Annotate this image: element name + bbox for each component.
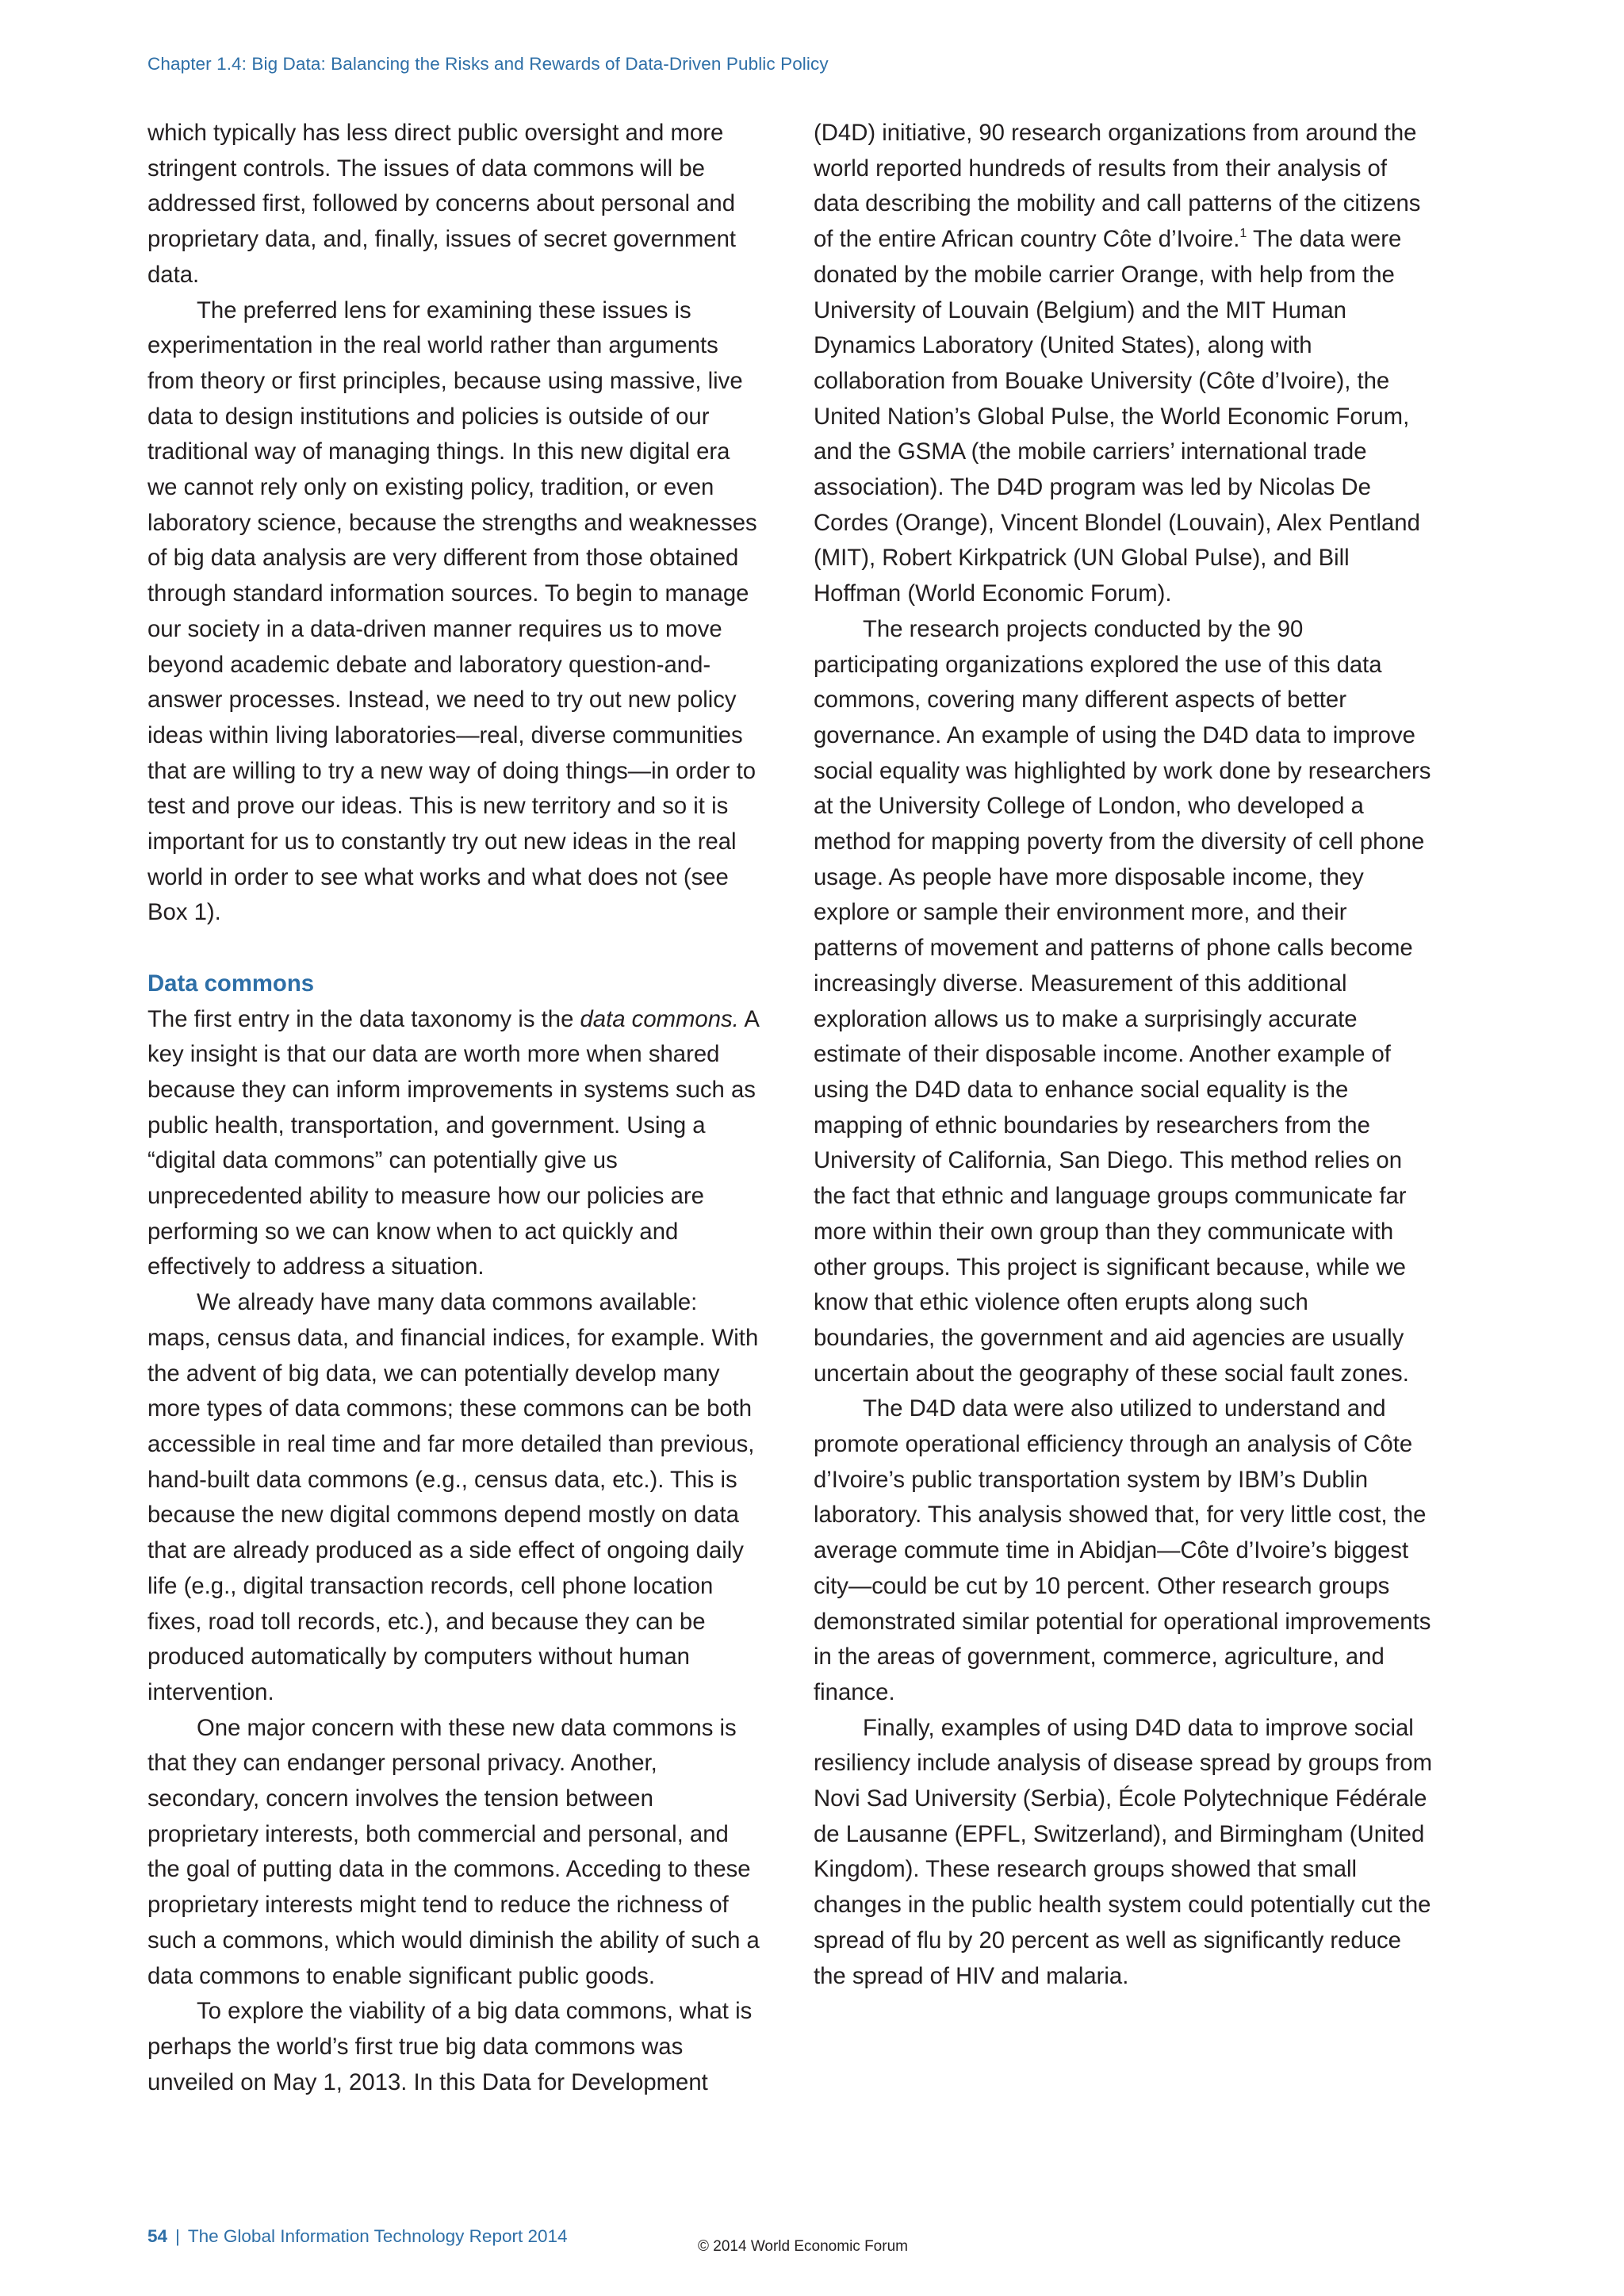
publication-title: The Global Information Technology Report 2014 bbox=[187, 2226, 568, 2246]
paragraph bbox=[814, 116, 1432, 612]
section-heading: Data commons bbox=[147, 970, 315, 997]
right-column bbox=[814, 116, 1432, 1994]
footnote-marker[interactable]: 1 bbox=[1239, 226, 1247, 241]
paragraph: To explore the viability of a big data commons, what is perhaps the world’s first true big data commons was unveiled on May 1, 2013. In this Data for Development bbox=[147, 1998, 753, 2095]
left-column bbox=[147, 116, 766, 2100]
paragraph-text: The first entry in the data taxonomy is the bbox=[147, 1005, 580, 1032]
paragraph: Finally, examples of using D4D data to improve social resiliency include analysis of disease spread by groups from Novi Sad University (Serbia), École Polytechnique Fédérale de Lausanne (EPFL, Switzerland), and Birmingham (United Kingdom). These research groups showed that small changes in the public health system could potentially cut the spread of flu by 20 percent as well as significantly reduce the spread of HIV and malaria. bbox=[814, 1714, 1433, 1989]
running-head: Chapter 1.4: Big Data: Balancing the Risks and Rewards of Data-Driven Public Policy bbox=[147, 54, 829, 74]
copyright-notice: © 2014 World Economic Forum bbox=[698, 2238, 908, 2255]
paragraph-text: A key insight is that our data are worth more when shared because they can inform improvements in systems such as public health, transportation, and government. Using a “digital data commons” can potentially give us unprecedented ability to measure how our policies are performing so we can know when to act quickly and effectively to address a situation. bbox=[147, 1005, 759, 1280]
emphasis-term: data commons. bbox=[580, 1005, 739, 1032]
paragraph: We already have many data commons available: maps, census data, and financial indices, for example. With the advent of big data, we can potentially develop many more types of data commons; these commons can be both accessible in real time and far more detailed than previous, hand-built data commons (e.g., census data, etc.). This is because the new digital commons depend mostly on data that are already produced as a side effect of ongoing daily life (e.g., digital transaction records, cell phone location fixes, road toll records, etc.), and because they can be produced automatically by computers without human intervention. bbox=[147, 1289, 759, 1705]
page-number: 54 bbox=[147, 2226, 168, 2246]
paragraph: One major concern with these new data commons is that they can endanger personal privacy. Another, secondary, concern involves the tension between proprietary interests, both commercial and personal, and the goal of putting data in the commons. Acceding to these proprietary interests might tend to reduce the richness of such a commons, which would diminish the ability of such a data commons to enable significant public goods. bbox=[147, 1714, 760, 1989]
paragraph bbox=[147, 1002, 766, 1286]
page-footer bbox=[147, 2226, 568, 2247]
paragraph-text: (D4D) initiative, 90 research organizations from around the world reported hundreds of results from their analysis of data describing the mobility and call patterns of the citizens of the entire African country Côte d’Ivoire. bbox=[814, 120, 1421, 253]
footer-separator: | bbox=[175, 2226, 180, 2246]
paragraph: The research projects conducted by the 90 participating organizations explored the use of this data commons, covering many different aspects of better governance. An example of using the D4D data to improve social equality was highlighted by work done by researchers at the University College of London, who developed a method for mapping poverty from the diversity of cell phone usage. As people have more disposable income, they explore or sample their environment more, and their patterns of movement and patterns of phone calls become increasingly diverse. Measurement of this additional exploration allows us to make a surprisingly accurate estimate of their disposable income. Another example of using the D4D data to enhance social equality is the mapping of ethnic boundaries by researchers from the University of California, San Diego. This method relies on the fact that ethnic and language groups communicate far more within their own group than they communicate with other groups. This project is significant because, while we know that ethic violence often erupts along such boundaries, the government and aid agencies are usually uncertain about the geography of these social fault zones. bbox=[814, 615, 1431, 1387]
paragraph: The D4D data were also utilized to understand and promote operational efficiency through an analysis of Côte d’Ivoire’s public transportation system by IBM’s Dublin laboratory. This analysis showed that, for very little cost, the average commute time in Abidjan—Côte d’Ivoire’s biggest city—could be cut by 10 percent. Other research groups demonstrated similar potential for operational improvements in the areas of government, commerce, agriculture, and finance. bbox=[814, 1395, 1431, 1705]
paragraph: The preferred lens for examining these issues is experimentation in the real world rather than arguments from theory or first principles, because using massive, live data to design institutions and policies is outside of our traditional way of managing things. In this new digital era we cannot rely only on existing policy, tradition, or even laboratory science, because the strengths and weaknesses of big data analysis are very different from those obtained through standard information sources. To begin to manage our society in a data-driven manner requires us to move beyond academic debate and laboratory question-and-answer processes. Instead, we need to try out new policy ideas within living laboratories—real, diverse communities that are willing to try a new way of doing things—in order to test and prove our ideas. This is new territory and so it is important for us to constantly try out new ideas in the real world in order to see what works and what does not (see Box 1). bbox=[147, 297, 757, 926]
paragraph: which typically has less direct public oversight and more stringent controls. The issues of data commons will be addressed first, followed by concerns about personal and proprietary data, and, finally, issues of secret government data. bbox=[147, 120, 737, 288]
paragraph-text: The data were donated by the mobile carrier Orange, with help from the University of Louvain (Belgium) and the MIT Human Dynamics Laboratory (United States), along with collaboration from Bouake University (Côte d’Ivoire), the United Nation’s Global Pulse, the World Economic Forum, and the GSMA (the mobile carriers’ international trade association). The D4D program was led by Nicolas De Cordes (Orange), Vincent Blondel (Louvain), Alex Pentland (MIT), Robert Kirkpatrick (UN Global Pulse), and Bill Hoffman (World Economic Forum). bbox=[814, 226, 1420, 607]
